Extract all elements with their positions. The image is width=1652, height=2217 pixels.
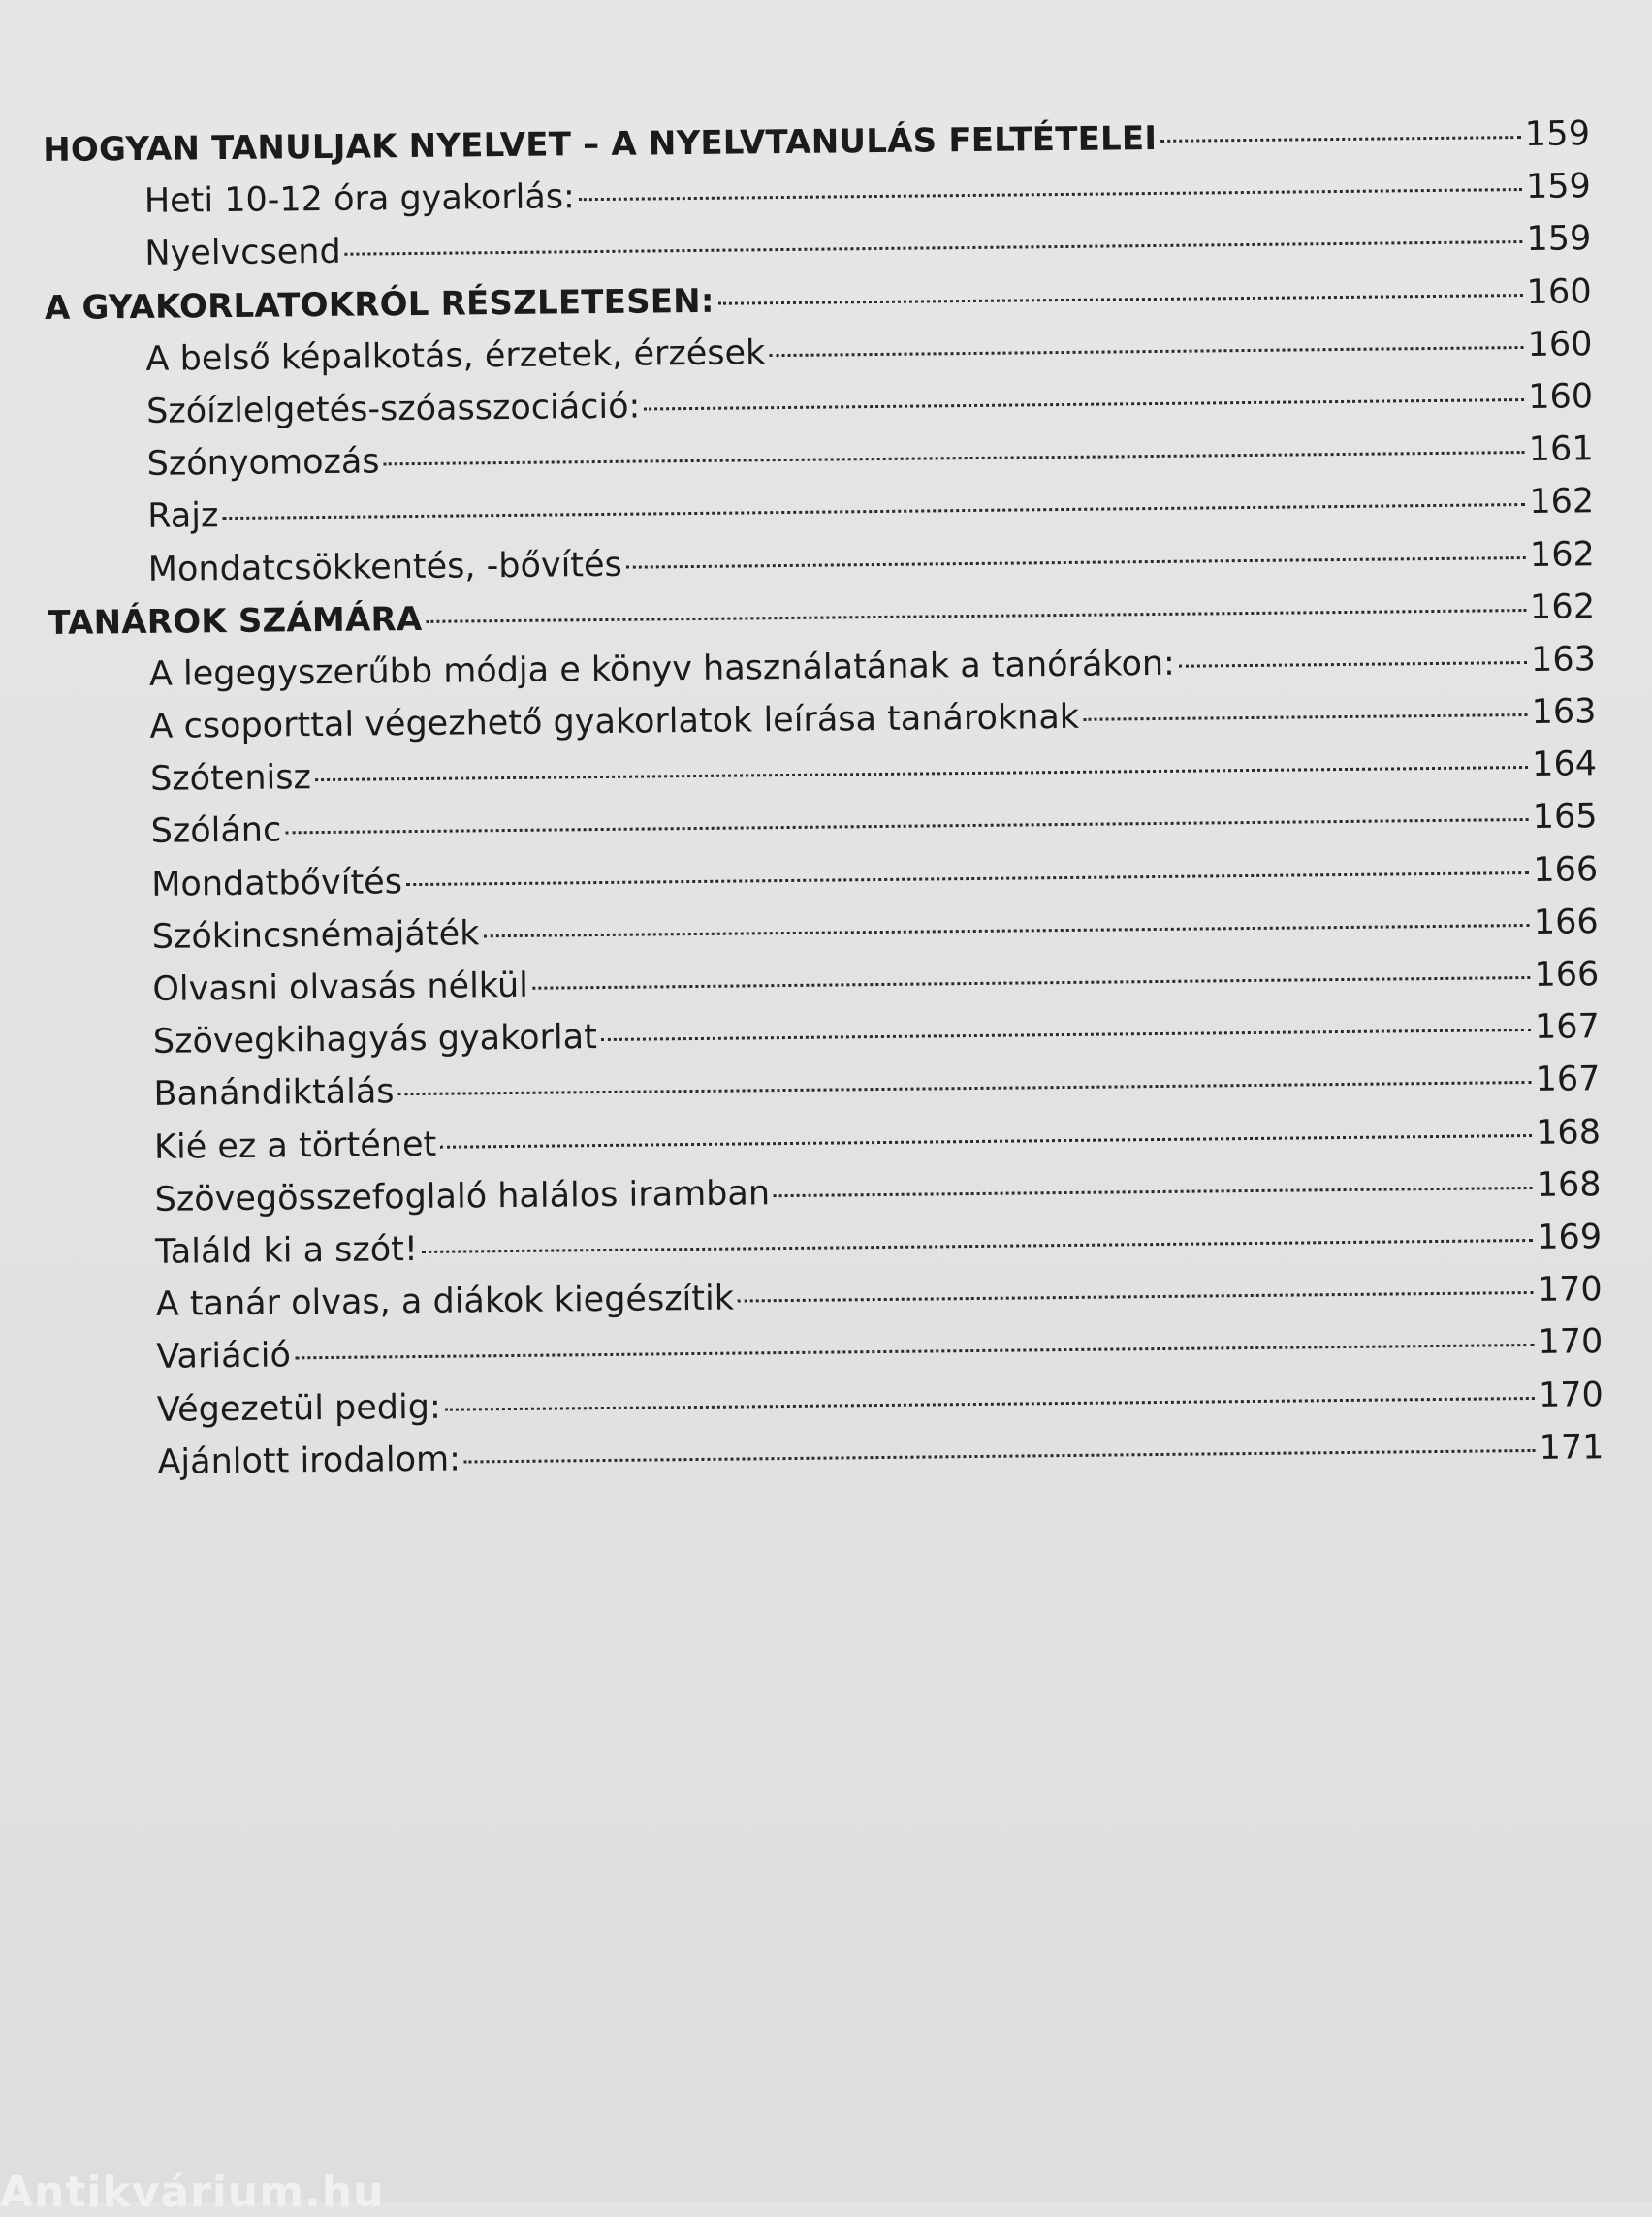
toc-entry-title: A GYAKORLATOKRÓL RÉSZLETESEN: <box>44 281 715 328</box>
toc-page-number: 159 <box>1526 219 1592 260</box>
toc-page-number: 165 <box>1532 797 1598 838</box>
toc-entry-title: Ajánlott irodalom: <box>157 1440 461 1482</box>
toc-entry-title: HOGYAN TANULJAK NYELVET – A NYELVTANULÁS FELTÉTELEI <box>43 118 1158 170</box>
toc-page-number: 162 <box>1529 482 1595 523</box>
toc-entry-title: Olvasni olvasás nélkül <box>152 966 529 1009</box>
toc-page-number: 159 <box>1525 167 1591 207</box>
toc-entry-title: A tanár olvas, a diákok kiegészítik <box>155 1279 735 1324</box>
dot-leader <box>384 451 1525 465</box>
dot-leader <box>406 871 1529 886</box>
toc-entry-title: Mondatbővítés <box>151 862 403 904</box>
toc-page-number: 163 <box>1530 640 1597 680</box>
dot-leader <box>769 346 1523 357</box>
toc-entry-title: Kié ez a történet <box>153 1124 437 1167</box>
toc-page-number: 169 <box>1537 1218 1603 1257</box>
dot-leader <box>579 188 1522 201</box>
toc-page-number: 168 <box>1536 1164 1602 1205</box>
toc-page-number: 170 <box>1538 1322 1604 1363</box>
toc-entry-title: Szótenisz <box>149 758 312 800</box>
dot-leader <box>398 1081 1532 1095</box>
dot-leader <box>718 294 1523 305</box>
toc-entry-title: Szövegösszefoglaló halálos iramban <box>154 1173 771 1219</box>
toc-page-number: 160 <box>1528 377 1594 417</box>
toc-entry-title: Találd ki a szót! <box>154 1229 419 1272</box>
dot-leader <box>426 609 1526 623</box>
dot-leader <box>315 766 1528 781</box>
dot-leader <box>285 818 1529 834</box>
toc-entry-title: TANÁROK SZÁMÁRA <box>48 599 423 643</box>
dot-leader <box>1160 136 1521 143</box>
toc-entry-title: Banándiktálás <box>153 1072 395 1115</box>
toc-page-number: 162 <box>1529 534 1595 575</box>
dot-leader <box>345 240 1523 256</box>
toc-page-number: 170 <box>1538 1375 1604 1415</box>
toc-entry-title: Szövegkihagyás gyakorlat <box>152 1018 598 1062</box>
toc-page-number: 160 <box>1526 271 1593 312</box>
toc-page-number: 160 <box>1527 325 1593 364</box>
toc-page-number: 159 <box>1524 114 1591 154</box>
watermark: Antikvárium.hu <box>0 2168 385 2217</box>
dot-leader <box>445 1396 1535 1410</box>
toc-page-number: 166 <box>1534 955 1600 995</box>
dot-leader <box>440 1134 1532 1149</box>
toc-entry-title: Szónyomozás <box>146 442 380 485</box>
toc-page-number: 167 <box>1534 1007 1601 1048</box>
toc-page-number: 162 <box>1529 586 1596 627</box>
dot-leader <box>1083 713 1528 721</box>
toc-entry-title: Szóízlelgetés-szóasszociáció: <box>145 387 641 431</box>
dot-leader <box>644 398 1524 411</box>
toc-entry-title: Szókincsnémajáték <box>151 914 480 957</box>
dot-leader <box>295 1344 1535 1359</box>
toc-entry-title: A csoporttal végezhető gyakorlatok leírása tanároknak <box>149 697 1080 746</box>
dot-leader <box>464 1449 1536 1464</box>
toc-entry-title: Rajz <box>147 496 219 537</box>
toc-entry-title: A belső képalkotás, érzetek, érzések <box>145 333 766 379</box>
toc-entry-title: A legegyszerűbb módja e könyv használatának a tanórákon: <box>148 644 1176 694</box>
dot-leader <box>1179 661 1527 668</box>
toc-entry-title: Nyelvcsend <box>144 233 341 274</box>
toc-page-number: 163 <box>1531 692 1597 733</box>
toc-page-number: 167 <box>1535 1060 1601 1100</box>
dot-leader <box>532 976 1531 990</box>
toc-entry-title: Variáció <box>156 1336 292 1378</box>
toc-page-number: 161 <box>1528 429 1594 470</box>
toc-entry-title: Mondatcsökkentés, -bővítés <box>147 545 623 589</box>
toc-entry-title: Heti 10-12 óra gyakorlás: <box>143 177 576 222</box>
dot-leader <box>422 1239 1533 1253</box>
toc-entry-title: Végezetül pedig: <box>156 1387 441 1430</box>
toc-page-number: 166 <box>1533 849 1599 890</box>
dot-leader <box>738 1291 1534 1303</box>
table-of-contents <box>43 108 1604 1490</box>
dot-leader <box>222 503 1525 520</box>
toc-page-number: 164 <box>1531 744 1598 785</box>
toc-page-number: 171 <box>1539 1427 1604 1468</box>
dot-leader <box>626 556 1526 569</box>
dot-leader <box>774 1187 1533 1197</box>
toc-page-number: 170 <box>1537 1270 1603 1311</box>
toc-entry-title: Szólánc <box>150 810 282 852</box>
toc-page-number: 168 <box>1535 1112 1602 1153</box>
toc-page-number: 166 <box>1533 903 1599 942</box>
dot-leader <box>483 924 1530 937</box>
dot-leader <box>601 1029 1531 1041</box>
